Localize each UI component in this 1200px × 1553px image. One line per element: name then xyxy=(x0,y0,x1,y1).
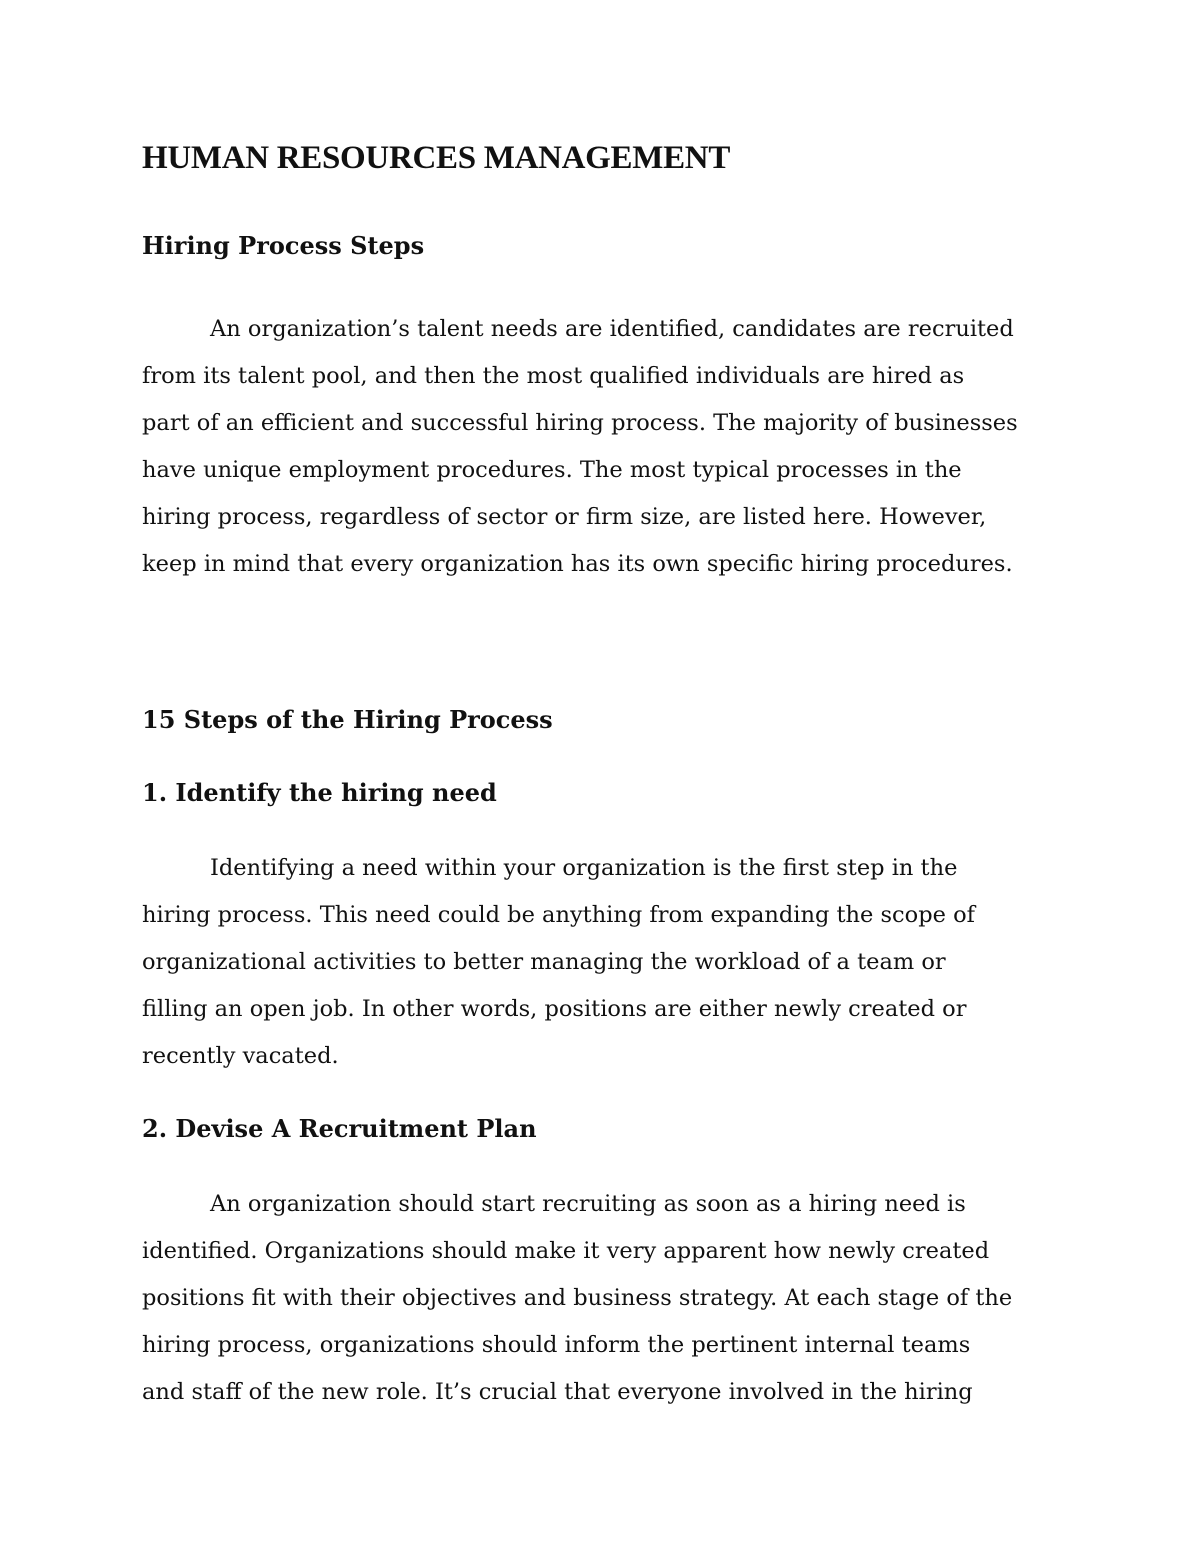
paragraph-line: An organization should start recruiting as soon as a hiring need is xyxy=(210,1191,966,1217)
steps-heading: 15 Steps of the Hiring Process xyxy=(142,705,553,734)
intro-paragraph xyxy=(142,306,1072,588)
paragraph-line: Identifying a need within your organization is the first step in the xyxy=(210,855,958,881)
paragraph-line: filling an open job. In other words, positions are either newly created or xyxy=(142,996,967,1022)
paragraph-line: identified. Organizations should make it very apparent how newly created xyxy=(142,1238,990,1264)
paragraph-line: hiring process. This need could be anything from expanding the scope of xyxy=(142,902,975,928)
paragraph-line: have unique employment procedures. The most typical processes in the xyxy=(142,457,962,483)
paragraph-line: keep in mind that every organization has its own specific hiring procedures. xyxy=(142,551,1013,577)
paragraph-line: and staff of the new role. It’s crucial that everyone involved in the hiring xyxy=(142,1379,973,1405)
paragraph-line: positions fit with their objectives and business strategy. At each stage of the xyxy=(142,1285,1013,1311)
paragraph-line: hiring process, regardless of sector or firm size, are listed here. However, xyxy=(142,504,987,530)
step-2-heading: 2. Devise A Recruitment Plan xyxy=(142,1114,537,1143)
paragraph-line: An organization’s talent needs are identified, candidates are recruited xyxy=(210,316,1014,342)
paragraph-line: organizational activities to better managing the workload of a team or xyxy=(142,949,946,975)
step-1-paragraph xyxy=(142,845,1072,1080)
paragraph-line: hiring process, organizations should inform the pertinent internal teams xyxy=(142,1332,971,1358)
paragraph-line: from its talent pool, and then the most qualified individuals are hired as xyxy=(142,363,965,389)
paragraph-line: part of an efficient and successful hiring process. The majority of businesses xyxy=(142,410,1018,436)
step-1-heading: 1. Identify the hiring need xyxy=(142,778,497,807)
section-heading: Hiring Process Steps xyxy=(142,231,425,260)
paragraph-line: recently vacated. xyxy=(142,1043,339,1069)
document-title: HUMAN RESOURCES MANAGEMENT xyxy=(142,140,731,176)
step-2-paragraph xyxy=(142,1181,1072,1416)
